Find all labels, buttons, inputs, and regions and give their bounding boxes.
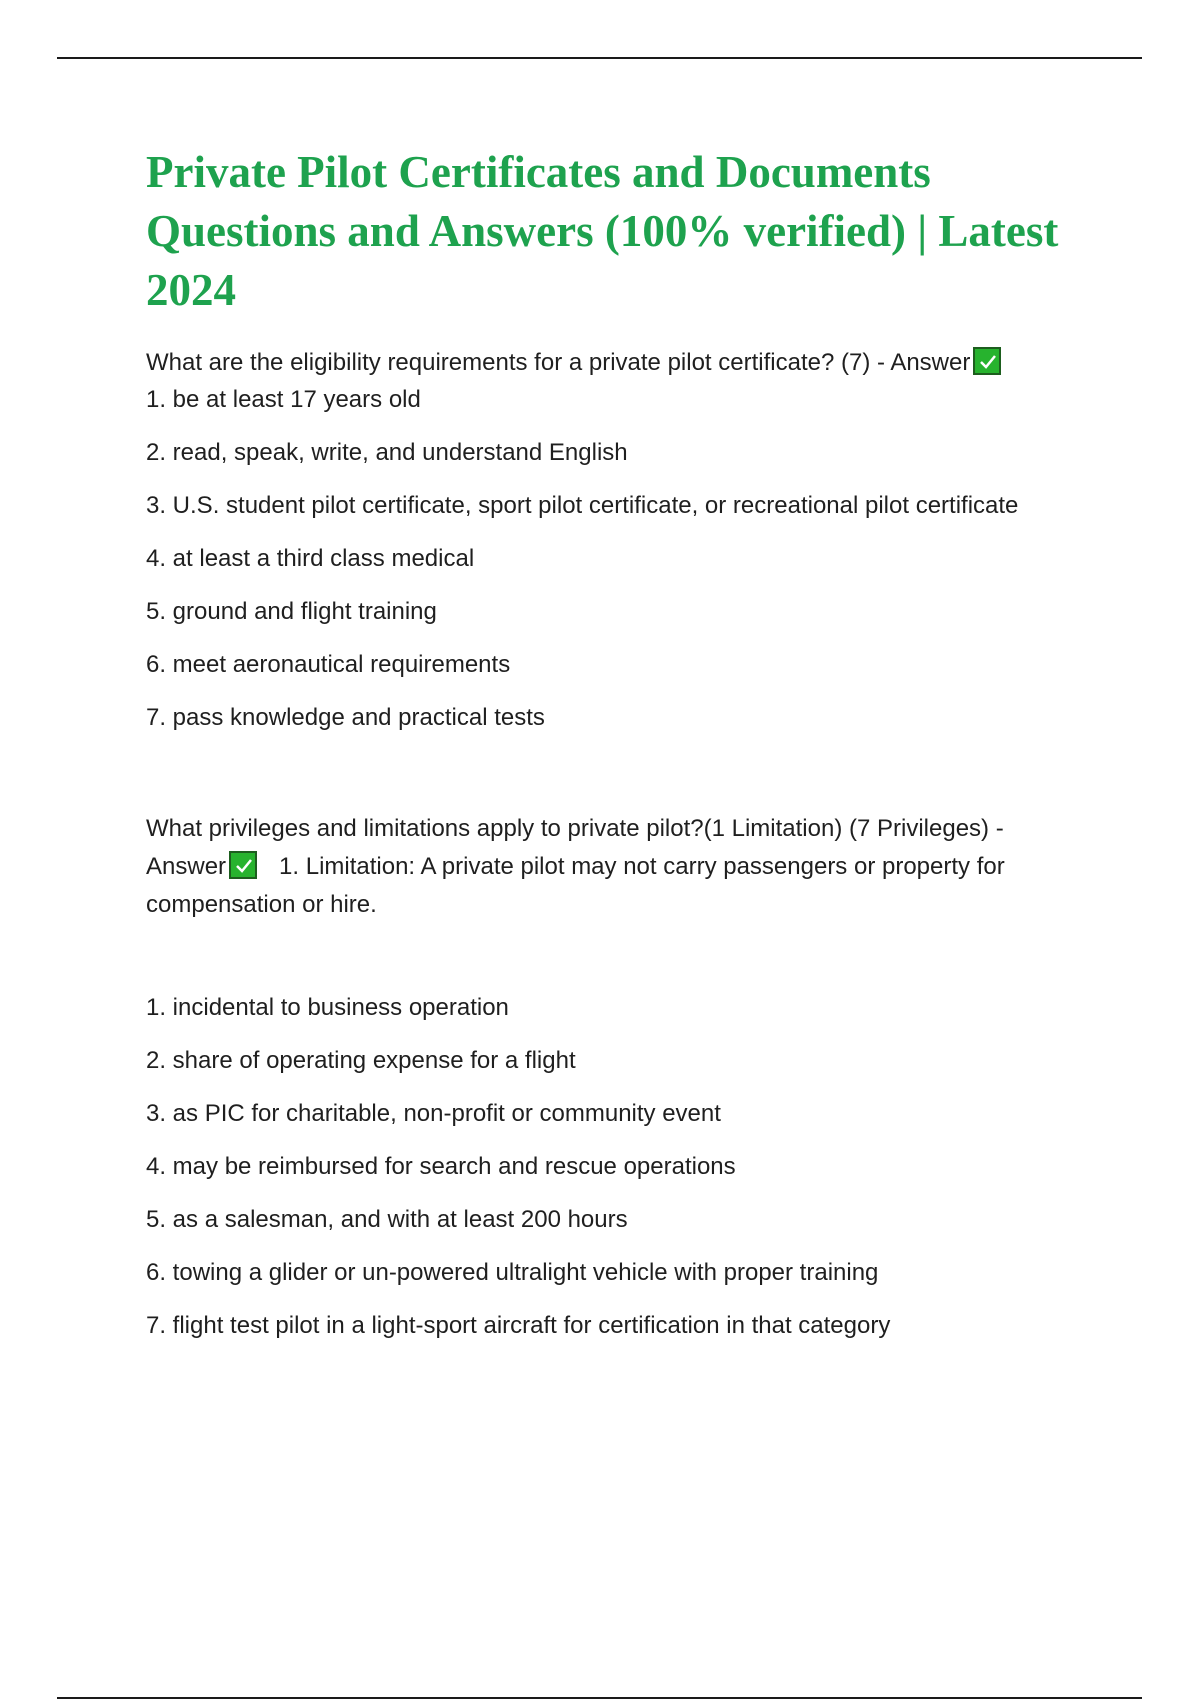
- list-item: 4. may be reimbursed for search and rescue operations: [146, 1153, 736, 1180]
- list-item: 4. at least a third class medical: [146, 545, 475, 572]
- list-item: 7. pass knowledge and practical tests: [146, 704, 545, 731]
- qa-block-privileges: [146, 810, 1086, 1344]
- top-rule: [57, 57, 1142, 59]
- question-privileges: [146, 810, 1086, 924]
- question-text: What privileges and limitations apply to private pilot?(1 Limitation) (7 Privileges) - Answer: [146, 815, 1004, 880]
- list-item: 2. read, speak, write, and understand English: [146, 439, 628, 466]
- list-item: 3. as PIC for charitable, non-profit or community event: [146, 1100, 721, 1127]
- privileges-list: [146, 990, 1086, 1344]
- list-item: 1. be at least 17 years old: [146, 386, 421, 413]
- list-item: 6. meet aeronautical requirements: [146, 651, 511, 678]
- qa-block-eligibility: [146, 344, 1086, 736]
- list-item: 1. incidental to business operation: [146, 994, 509, 1021]
- limitation-text: 1. Limitation: A private pilot may not carry passengers or property for compensation or hire.: [146, 853, 1005, 918]
- question-text: What are the eligibility requirements for a private pilot certificate? (7) - Answer: [146, 349, 971, 376]
- document-body: [146, 143, 1086, 1361]
- document-title: Private Pilot Certificates and Documents Questions and Answers (100% verified) | Latest 2024: [146, 147, 1059, 315]
- eligibility-list: [146, 382, 1086, 736]
- list-item: 2. share of operating expense for a flight: [146, 1047, 576, 1074]
- check-box-icon: [229, 851, 257, 879]
- bottom-rule: [57, 1697, 1142, 1699]
- list-item: 5. ground and flight training: [146, 598, 437, 625]
- list-item: 7. flight test pilot in a light-sport aircraft for certification in that category: [146, 1312, 891, 1339]
- list-item: 6. towing a glider or un-powered ultralight vehicle with proper training: [146, 1259, 879, 1286]
- list-item: 5. as a salesman, and with at least 200 hours: [146, 1206, 628, 1233]
- list-item: 3. U.S. student pilot certificate, sport pilot certificate, or recreational pilot certificate: [146, 492, 1019, 519]
- question-eligibility: [146, 344, 1086, 382]
- check-box-icon: [973, 347, 1001, 375]
